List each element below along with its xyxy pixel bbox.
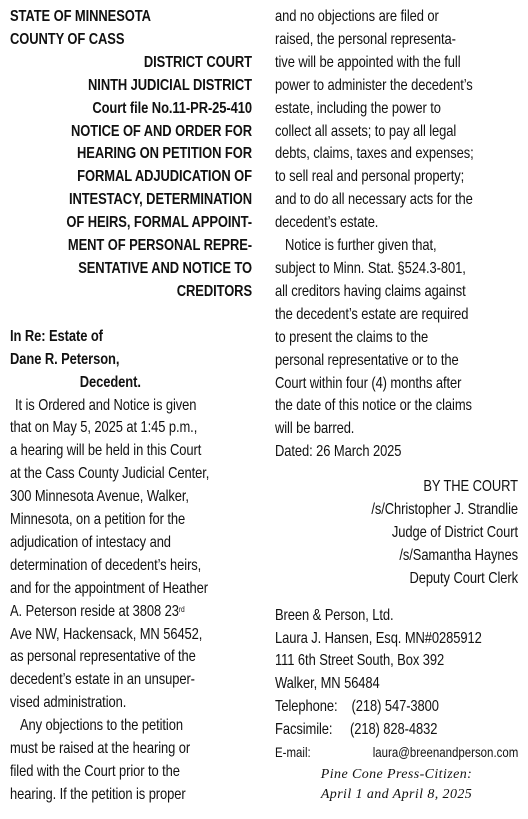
publication-name: Pine Cone Press-Citizen: [320,766,473,782]
body-paragraph-line: determination of decedent’s heirs, [10,556,202,574]
court-heading: DISTRICT COURT [143,53,252,71]
body-paragraph-line: that on May 5, 2025 at 1:45 p.m., [10,419,198,437]
county-heading: COUNTY OF CASS [10,30,125,48]
body-paragraph-line: power to administer the decedent’s [275,76,473,94]
body-paragraph-line: tive will be appointed with the full [275,53,461,71]
body-paragraph-line: Minnesota, on a petition for the [10,511,186,529]
body-paragraph-line: estate, including the power to [275,99,441,117]
body-paragraph-line: must be raised at the hearing or [10,740,191,758]
body-paragraph-line: personal representative or to the [275,351,459,369]
decedent-name: Dane R. Peterson, [10,350,120,368]
body-paragraph-line: and to do all necessary acts for the [275,191,473,209]
by-the-court: BY THE COURT [423,478,518,496]
body-paragraph-line: Court within four (4) months after [275,374,462,392]
body-paragraph-line: adjudication of intestacy and [10,533,171,551]
body-paragraph-line: to present the claims to the [275,328,429,346]
body-paragraph-line: Notice is further given that, [284,237,437,255]
judge-title: Judge of District Court [391,523,518,541]
body-paragraph-line [10,601,211,624]
body-paragraph-line: Ave NW, Hackensack, MN 56452, [10,625,203,643]
court-file-number: Court file No.11-PR-25-410 [92,99,252,117]
body-paragraph-line: to sell real and personal property; [275,168,465,186]
telephone-line: Telephone: (218) 547-3800 [275,698,439,716]
notice-title-line: FORMAL ADJUDICATION OF [77,168,253,186]
attorney-name: Laura J. Hansen, Esq. MN#0285912 [275,629,482,647]
clerk-title: Deputy Court Clerk [409,569,518,587]
body-paragraph-line: and for the appointment of Heather [10,579,208,597]
dated-line: Dated: 26 March 2025 [275,443,402,461]
body-paragraph-line: a hearing will be held in this Court [10,442,202,460]
district-heading: NINTH JUDICIAL DISTRICT [88,76,252,94]
publication-dates: April 1 and April 8, 2025 [320,786,473,802]
body-paragraph-line: subject to Minn. Stat. §524.3-801, [275,259,466,277]
right-column [275,6,518,805]
body-paragraph-line: all creditors having claims against [275,282,466,300]
body-paragraph-line: Any objections to the petition [19,717,183,735]
body-paragraph-line: decedent’s estate. [275,214,379,232]
decedent-label: Decedent. [79,373,141,391]
notice-title-line: OF HEIRS, FORMAL APPOINT- [66,214,252,232]
notice-title-line: NOTICE OF AND ORDER FOR [71,122,252,140]
in-re-estate: In Re: Estate of [10,327,103,345]
state-heading: STATE OF MINNESOTA [10,8,151,25]
judge-signature: /s/Christopher J. Strandlie [371,501,518,519]
body-paragraph-line: the date of this notice or the claims [275,397,472,415]
body-paragraph-line: filed with the Court prior to the [10,763,180,780]
body-paragraph-line: the decedent’s estate are required [275,305,469,323]
body-paragraph-line: It is Ordered and Notice is given [14,396,197,414]
notice-title-line: HEARING ON PETITION FOR [77,145,252,163]
law-firm: Breen & Person, Ltd. [275,606,394,624]
notice-title-line: INTESTACY, DETERMINATION [68,191,252,209]
body-paragraph-line: collect all assets; to pay all legal [275,122,457,140]
body-paragraph-line: hearing. If the petition is proper [10,785,186,803]
email-address: laura@breenandperson.com [372,745,518,761]
body-paragraph-line: at the Cass County Judicial Center, [10,465,210,483]
firm-street: 111 6th Street South, Box 392 [275,652,445,670]
email-label: E-mail: [275,745,311,761]
notice-title-line: CREDITORS [176,282,252,300]
body-paragraph-line: as personal representative of the [10,648,196,666]
body-paragraph-line: decedent’s estate in an unsuper- [10,671,195,689]
body-paragraph-line: vised administration. [10,694,127,712]
ordinal-suffix: rd [178,604,185,614]
facsimile-line: Facsimile: (218) 828-4832 [275,721,438,739]
address-text: A. Peterson reside at 3808 23 [10,602,179,620]
clerk-signature: /s/Samantha Haynes [399,546,518,564]
notice-title-line: SENTATIVE AND NOTICE TO [78,259,252,277]
email-row [275,742,518,765]
body-paragraph-line: 300 Minnesota Avenue, Walker, [10,488,189,506]
body-paragraph-line: will be barred. [275,420,355,438]
body-paragraph-line: debts, claims, taxes and expenses; [275,145,474,163]
notice-title-line: MENT OF PERSONAL REPRE- [67,237,252,255]
body-paragraph-line: and no objections are filed or [275,8,439,25]
firm-city: Walker, MN 56484 [275,675,380,693]
left-column [10,6,252,807]
body-paragraph-line: raised, the personal representa- [275,30,456,48]
